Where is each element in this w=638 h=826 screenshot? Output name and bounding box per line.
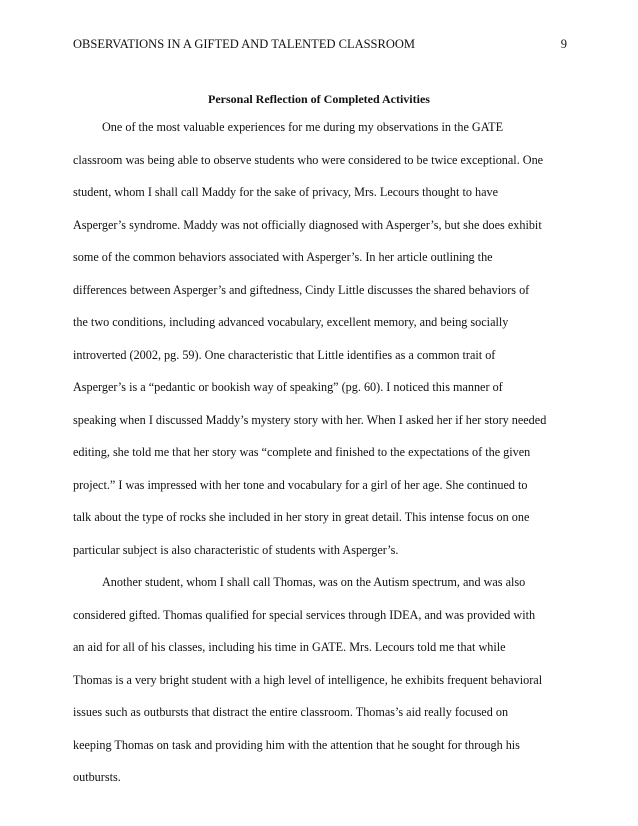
body-line: introverted (2002, pg. 59). One characteristic that Little identifies as a common trait of [73, 347, 496, 362]
body-line: the two conditions, including advanced vocabulary, excellent memory, and being socially [73, 315, 509, 329]
body-line: Asperger’s is a “pedantic or bookish way of speaking” (pg. 60). I noticed this manner of [73, 380, 503, 394]
body-line: talk about the type of rocks she included in her story in great detail. This intense focus on one [73, 510, 530, 524]
body-line: Another student, whom I shall call Thomas, was on the Autism spectrum, and was also [102, 575, 526, 589]
body-line: an aid for all of his classes, including his time in GATE. Mrs. Lecours told me that while [73, 640, 506, 654]
body-line: project.” I was impressed with her tone and vocabulary for a girl of her age. She continued to [73, 477, 528, 492]
body-line: editing, she told me that her story was “complete and finished to the expectations of the given [73, 445, 531, 459]
body-line: particular subject is also characteristic of students with Asperger’s. [73, 542, 399, 557]
body-line: Thomas is a very bright student with a high level of intelligence, he exhibits frequent behavioral [73, 672, 543, 687]
section-title: Personal Reflection of Completed Activities [208, 92, 430, 106]
body-line: speaking when I discussed Maddy’s mystery story with her. When I asked her if her story needed [73, 412, 547, 427]
body-line: outbursts. [73, 770, 121, 784]
body-line: keeping Thomas on task and providing him with the attention that he sought for through his [73, 737, 520, 752]
body-line: issues such as outbursts that distract the entire classroom. Thomas’s aid really focused on [73, 705, 509, 719]
body-text [73, 119, 573, 802]
body-line: differences between Asperger’s and giftedness, Cindy Little discusses the shared behaviors of [73, 282, 530, 297]
running-head: OBSERVATIONS IN A GIFTED AND TALENTED CLASSROOM [73, 37, 416, 51]
body-line: One of the most valuable experiences for me during my observations in the GATE [102, 120, 504, 134]
body-line: considered gifted. Thomas qualified for special services through IDEA, and was provided with [73, 607, 536, 622]
body-line: some of the common behaviors associated with Asperger’s. In her article outlining the [73, 250, 493, 264]
page-number: 9 [560, 37, 567, 51]
body-line: Asperger’s syndrome. Maddy was not officially diagnosed with Asperger’s, but she does exhibit [73, 217, 542, 232]
body-line: student, whom I shall call Maddy for the sake of privacy, Mrs. Lecours thought to have [73, 185, 498, 199]
body-line: classroom was being able to observe students who were considered to be twice exceptional. One [73, 152, 544, 167]
